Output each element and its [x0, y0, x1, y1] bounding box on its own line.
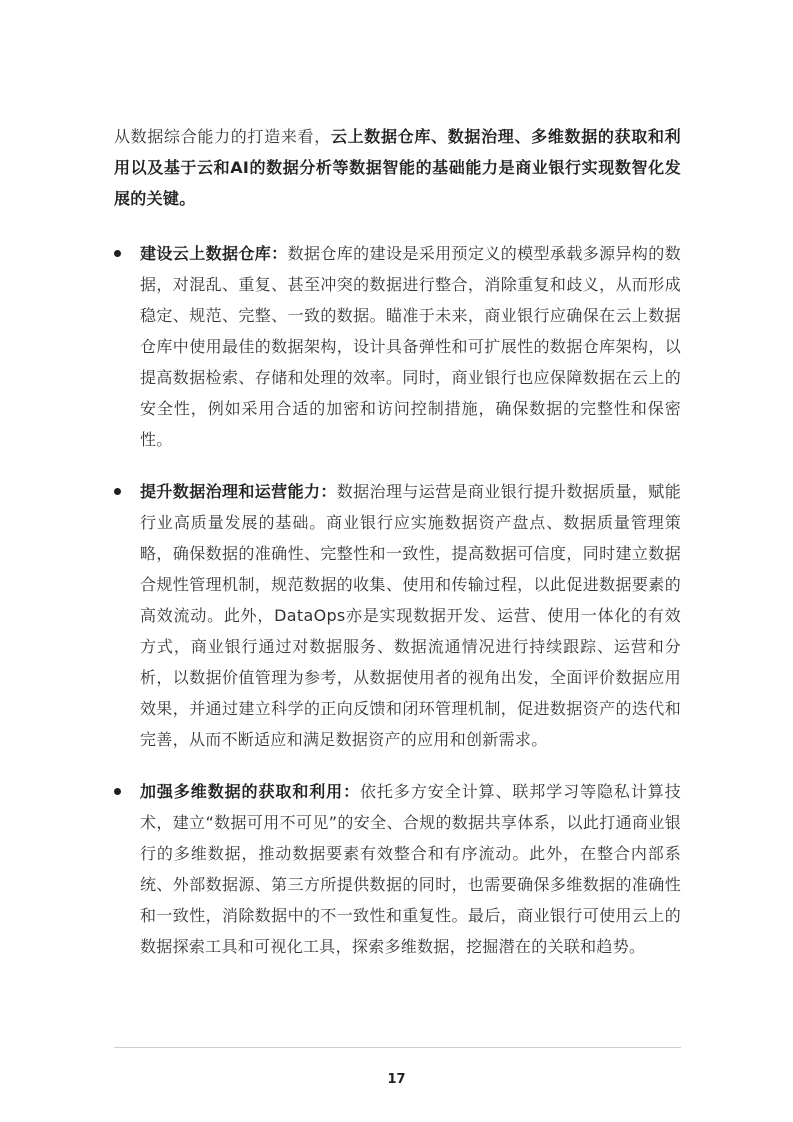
- list-item-data-governance: [114, 476, 681, 755]
- list-item-body: 数据仓库的建设是采用预定义的模型承载多源异构的数据，对混乱、重复、甚至冲突的数据进行整合，消除重复和歧义，从而形成稳定、规范、完整、一致的数据。瞄准于未来，商业银行应确保在云上数据仓库中使用最佳的数据架构，设计具备弹性和可扩展性的数据仓库架构，以提高数据检索、存储和处理的效率。同时，商业银行也应保障数据在云上的安全性，例如采用合适的加密和访问控制措施，确保数据的完整性和保密性。: [140, 244, 682, 449]
- list-item-body: 数据治理与运营是商业银行提升数据质量，赋能行业高质量发展的基础。商业银行应实施数据资产盘点、数据质量管理策略，确保数据的准确性、完整性和一致性，提高数据可信度，同时建立数据合规性管理机制，规范数据的收集、使用和传输过程，以此促进数据要素的高效流动。此外，DataOps亦是实现数据开发、运营、使用一体化的有效方式，商业银行通过对数据服务、数据流通情况进行持续跟踪、运营和分析，以数据价值管理为参考，从数据使用者的视角出发，全面评价数据应用效果，并通过建立科学的正向反馈和闭环管理机制，促进数据资产的迭代和完善，从而不断适应和满足数据资产的应用和创新需求。: [140, 482, 681, 749]
- intro-emphasis: 云上数据仓库、数据治理、多维数据的获取和利用以及基于云和AI的数据分析等数据智能的基础能力是商业银行实现数智化发展的关键。: [114, 127, 681, 208]
- list-item-text: [140, 776, 681, 962]
- list-item-body: 依托多方安全计算、联邦学习等隐私计算技术，建立“数据可用不可见”的安全、合规的数据共享体系，以此打通商业银行的多维数据，推动数据要素有效整合和有序流动。此外，在整合内部系统、外部数据源、第三方所提供数据的同时，也需要确保多维数据的准确性和一致性，消除数据中的不一致性和重复性。最后，商业银行可使用云上的数据探索工具和可视化工具，探索多维数据，挖掘潜在的关联和趋势。: [140, 782, 682, 956]
- bullet-dot-icon: [114, 250, 121, 257]
- page-number: 17: [387, 1072, 406, 1087]
- list-item-heading: 提升数据治理和运营能力：: [140, 482, 337, 501]
- intro-paragraph: [114, 121, 681, 214]
- list-item-text: [140, 238, 681, 455]
- list-item-data-warehouse: [114, 238, 681, 455]
- list-item-heading: 建设云上数据仓库：: [140, 244, 288, 263]
- page-content: [114, 121, 681, 983]
- list-item-heading: 加强多维数据的获取和利用：: [140, 782, 361, 801]
- footer-divider: [114, 1047, 681, 1048]
- list-item-multidimensional-data: [114, 776, 681, 962]
- bullet-dot-icon: [114, 788, 121, 795]
- bullet-dot-icon: [114, 488, 121, 495]
- list-item-text: [140, 476, 681, 755]
- bullet-list: [114, 238, 681, 962]
- intro-lead: 从数据综合能力的打造来看，: [114, 127, 331, 146]
